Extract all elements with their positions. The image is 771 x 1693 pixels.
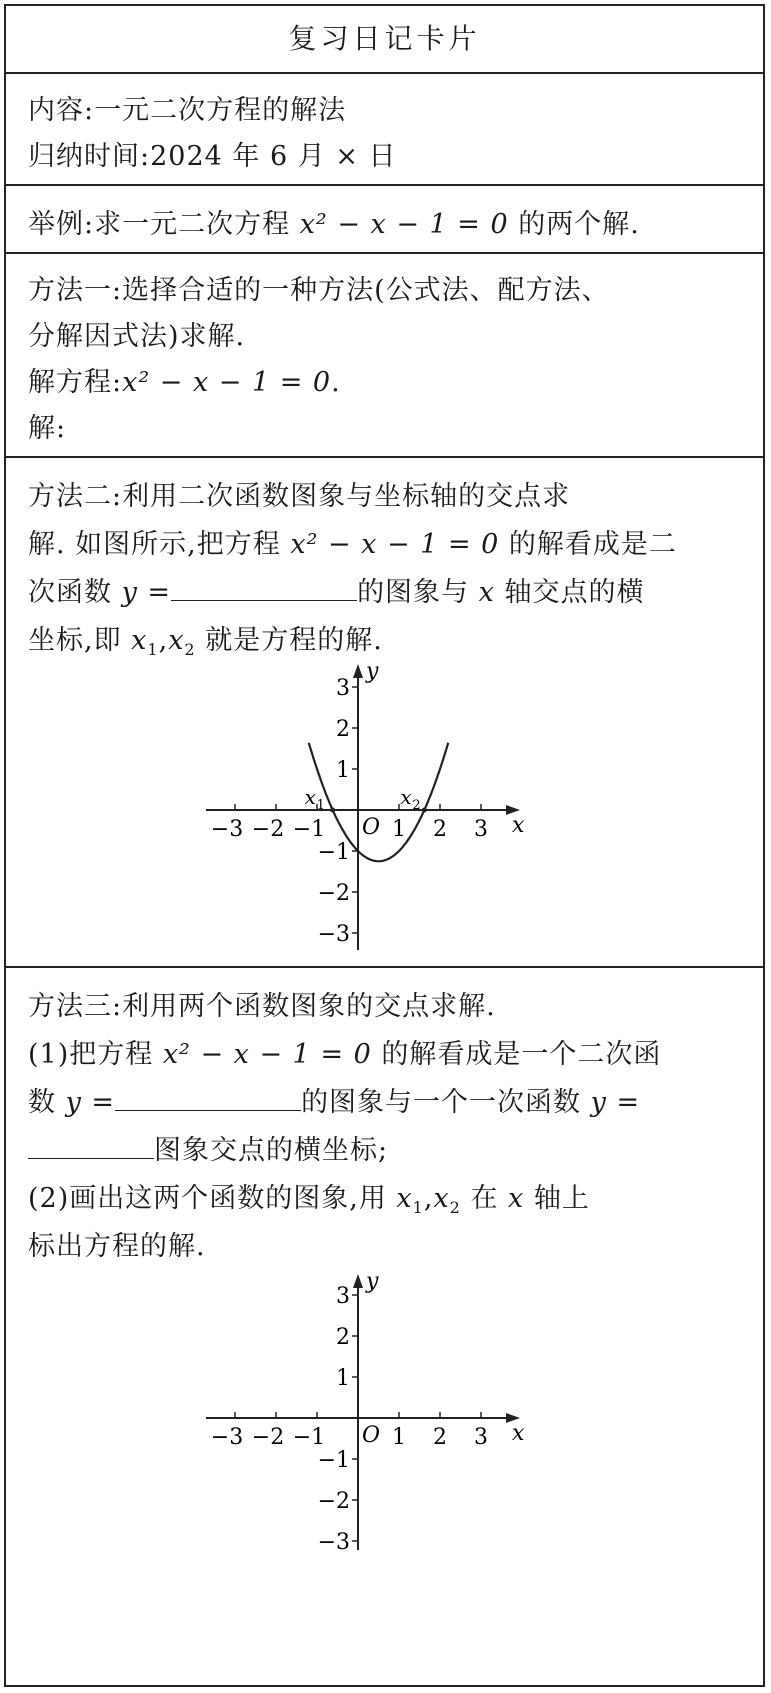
- card-title: 复习日记卡片: [288, 22, 481, 55]
- method2-line2: [28, 522, 677, 561]
- method1-line1: 方法一:选择合适的一种方法(公式法、配方法、: [28, 275, 610, 306]
- method2-section: [6, 456, 763, 966]
- method3-sep: ,: [423, 1183, 434, 1214]
- method3-line2-pre: (1)把方程: [28, 1039, 163, 1070]
- y-tick-label: −2: [317, 1489, 350, 1514]
- y-tick-label: −3: [317, 922, 350, 947]
- x-axis-label: x: [512, 813, 525, 838]
- method1-equation-body: x² − x − 1 = 0: [122, 367, 332, 398]
- method3-blank-axes-chart: [196, 1268, 536, 1678]
- method2-line3-pre: 次函数: [28, 577, 122, 608]
- x-tick-label: 3: [474, 817, 488, 842]
- method2-x1-sub: 1: [147, 640, 159, 659]
- method2-x-var: x: [478, 577, 495, 608]
- x-tick-label: 2: [433, 1425, 447, 1450]
- method3-y-eq-1: y =: [65, 1087, 116, 1118]
- method3-line5-post: 轴上: [524, 1183, 590, 1214]
- root-point-2: [422, 808, 427, 813]
- method3-line1: 方法三:利用两个函数图象的交点求解.: [28, 991, 496, 1022]
- method2-line3-end: 轴交点的横: [494, 577, 645, 608]
- method2-line3: [28, 570, 644, 609]
- x-tick-label: −3: [210, 817, 244, 842]
- y-tick-label: −1: [317, 1448, 350, 1473]
- y-tick-label: −2: [317, 881, 350, 906]
- x-tick-label: −1: [292, 1425, 326, 1450]
- card-header: [6, 6, 763, 72]
- y-axis-arrow: [353, 1274, 363, 1288]
- x-tick-label: 2: [433, 817, 447, 842]
- method2-line2-post: 的解看成是二: [499, 529, 677, 560]
- y-tick-label: 2: [336, 1325, 350, 1350]
- x-tick-label: 1: [392, 1425, 406, 1450]
- time-label: 归纳时间:2024 年 6 月 × 日: [28, 141, 397, 172]
- method3-x2-sub: 2: [449, 1198, 461, 1217]
- origin-label: O: [362, 1423, 381, 1448]
- method2-parabola-chart: [196, 658, 536, 958]
- root-label-2: x: [400, 785, 412, 809]
- method2-line4-post: 就是方程的解.: [195, 625, 383, 656]
- method1-equation-suffix: .: [331, 367, 341, 398]
- method2-x1: x: [131, 625, 148, 656]
- y-axis-label: y: [366, 1269, 379, 1294]
- y-axis-label: y: [366, 659, 379, 684]
- method3-y-eq-2: y =: [590, 1087, 641, 1118]
- method2-sep: ,: [158, 625, 169, 656]
- method3-line4: [28, 1128, 388, 1167]
- method3-x1-sub: 1: [412, 1198, 424, 1217]
- method3-line5-mid: 在: [460, 1183, 509, 1214]
- y-tick-label: 3: [336, 676, 350, 701]
- y-tick-label: 1: [336, 758, 350, 783]
- content-section: [6, 72, 763, 184]
- example-suffix: 的两个解.: [508, 209, 640, 240]
- method1-solve-label: 解:: [28, 413, 67, 444]
- method2-line4-pre: 坐标,即: [28, 625, 132, 656]
- method3-line6: 标出方程的解.: [28, 1231, 206, 1262]
- y-tick-label: 2: [336, 717, 350, 742]
- x-tick-label: −2: [251, 817, 285, 842]
- example-text: [28, 202, 640, 241]
- method2-line4: [28, 618, 383, 659]
- x-axis-label: x: [512, 1421, 525, 1446]
- method3-line5-pre: (2)画出这两个函数的图象,用: [28, 1183, 397, 1214]
- method3-line2: [28, 1032, 661, 1071]
- method3-x-var: x: [508, 1183, 525, 1214]
- method3-x1: x: [396, 1183, 413, 1214]
- y-tick-label: −1: [317, 840, 350, 865]
- method2-x2: x: [168, 625, 185, 656]
- y-tick-label: −3: [317, 1530, 350, 1555]
- method1-section: [6, 252, 763, 456]
- x-tick-label: −3: [210, 1425, 244, 1450]
- method2-x2-sub: 2: [184, 640, 196, 659]
- method2-equation: x² − x − 1 = 0: [290, 529, 500, 560]
- method3-quadratic-blank[interactable]: [115, 1109, 301, 1111]
- x-tick-label: 1: [392, 817, 406, 842]
- method3-line3-mid: 的图象与一个一次函数: [301, 1087, 591, 1118]
- method3-equation: x² − x − 1 = 0: [162, 1039, 372, 1070]
- origin-label: O: [362, 815, 381, 840]
- example-prefix: 举例:求一元二次方程: [28, 209, 300, 240]
- root-label-sub-2: 2: [412, 798, 421, 813]
- y-axis-arrow: [353, 664, 363, 678]
- method2-line3-post: 的图象与: [357, 577, 479, 608]
- review-card: [4, 4, 765, 1687]
- x-tick-label: 3: [474, 1425, 488, 1450]
- root-point-1: [330, 808, 335, 813]
- method3-line5: [28, 1176, 590, 1217]
- root-label-1: x: [304, 785, 316, 809]
- method2-line2-pre: 解. 如图所示,把方程: [28, 529, 291, 560]
- y-tick-label: 3: [336, 1284, 350, 1309]
- method2-line1: 方法二:利用二次函数图象与坐标轴的交点求: [28, 481, 571, 512]
- method3-section: [6, 966, 763, 1689]
- method2-y-eq: y =: [121, 577, 172, 608]
- x-tick-label: −2: [251, 1425, 285, 1450]
- example-section: [6, 184, 763, 252]
- y-tick-label: 1: [336, 1366, 350, 1391]
- method1-line2: 分解因式法)求解.: [28, 321, 246, 352]
- content-label: 内容:一元二次方程的解法: [28, 95, 347, 126]
- method3-line2-post: 的解看成是一个二次函: [371, 1039, 662, 1070]
- method3-linear-blank[interactable]: [28, 1157, 154, 1159]
- method1-equation-prefix: 解方程:: [28, 367, 123, 398]
- method3-line4-post: 图象交点的横坐标;: [154, 1135, 389, 1166]
- method3-line3-pre: 数: [28, 1087, 66, 1118]
- x-tick-label: −1: [292, 817, 326, 842]
- method3-line3: [28, 1080, 640, 1119]
- example-equation: x² − x − 1 = 0: [299, 209, 509, 240]
- method1-equation: [28, 360, 341, 399]
- method3-x2: x: [433, 1183, 450, 1214]
- method2-answer-blank[interactable]: [171, 599, 357, 601]
- root-label-sub-1: 1: [316, 798, 325, 813]
